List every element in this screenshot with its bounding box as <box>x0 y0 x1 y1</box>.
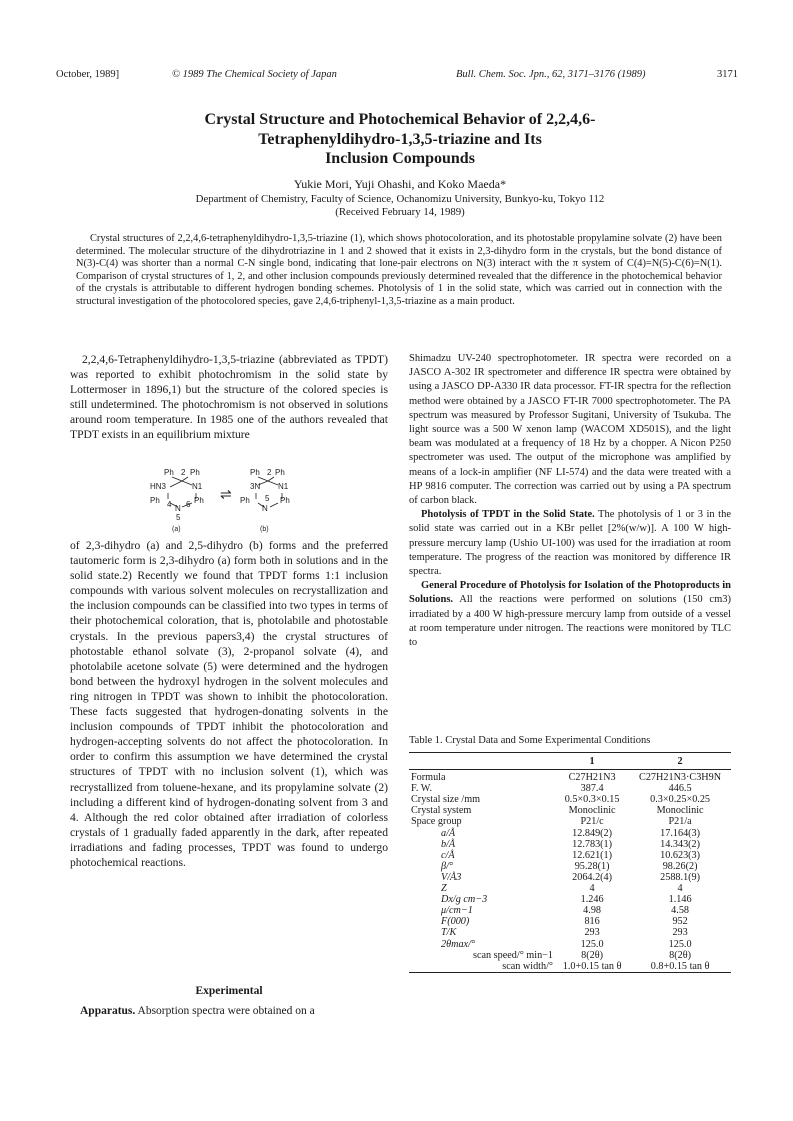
table-cell: Dx/g cm−3 <box>441 894 488 906</box>
title-line: Inclusion Compounds <box>325 150 475 167</box>
table-cell: 446.5 <box>668 783 692 795</box>
table-cell: 12.849(2) <box>572 827 613 839</box>
scheme-num: 5 <box>265 494 270 503</box>
table-cell: 1.0+0.15 tan θ <box>555 961 629 973</box>
general-procedure-label: General Procedure of Photolysis for Isolation of the Photoproducts in Solutions. <box>409 580 731 606</box>
scheme-label: 3N <box>250 482 261 491</box>
table-cell: 0.5×0.3×0.15 <box>564 794 620 806</box>
table-header-row <box>409 753 731 768</box>
body-column-left-top <box>70 352 388 443</box>
running-header <box>56 69 738 83</box>
table-cell: Z <box>441 883 447 895</box>
tautomer-scheme <box>150 463 320 533</box>
table-cell: c/Å <box>441 849 455 861</box>
table-row <box>409 828 731 839</box>
table-cell: scan width/° <box>409 961 555 973</box>
table-cell: a/Å <box>441 827 456 839</box>
table-cell: Monoclinic <box>568 805 616 817</box>
table-row <box>409 927 731 938</box>
scheme-ph: Ph <box>190 468 200 477</box>
scheme-ph: Ph <box>194 496 204 505</box>
equilibrium-arrow: ⇌ <box>220 486 232 502</box>
table-row <box>409 850 731 861</box>
table-row <box>409 916 731 927</box>
table-cell: 125.0 <box>668 938 692 950</box>
apparatus-text: Absorption spectra were obtained on a <box>137 1005 315 1017</box>
table-cell: P21/a <box>668 816 692 828</box>
paper-title <box>100 110 700 169</box>
section-heading-experimental: Experimental <box>195 985 263 997</box>
scheme-num: 6 <box>186 500 191 509</box>
table-cell: 2588.1(9) <box>660 871 701 883</box>
scheme-label: N1 <box>278 482 289 491</box>
table-cell: Crystal system <box>411 805 472 817</box>
journal-citation: Bull. Chem. Soc. Jpn., 62, 3171–3176 (1989) <box>456 69 646 80</box>
table-cell: P21/c <box>580 816 604 828</box>
title-line: Tetraphenyldihydro-1,3,5-triazine and Its <box>258 130 542 148</box>
table-cell: 95.28(1) <box>574 860 610 872</box>
table-cell: T/K <box>441 927 457 939</box>
table-cell: μ/cm−1 <box>441 905 473 917</box>
table-row <box>409 872 731 883</box>
table-cell: 17.164(3) <box>660 827 701 839</box>
photolysis-paragraph <box>409 508 731 579</box>
table-cell: scan speed/° min−1 <box>473 949 553 961</box>
scheme-label: N1 <box>192 482 203 491</box>
table-cell: 816 <box>584 916 600 928</box>
table-cell: 12.783(1) <box>572 838 613 850</box>
abstract: Crystal structures of 2,2,4,6-tetraphenyldihydro-1,3,5-triazine (1), which shows photocoloration, and its photostable propylamine solvate (2) have been determined. The molecular structure of the dihydrotriazine in 1 and 2 showed that it exists in 2,3-dihydro form in the crystals, but the bond distance of N(3)-C(4) was shorter than a normal C-N single bond, indicating that lone-pair electrons on N(3) interact with the π system of C(4)=N(5)-C(6)=N(1). Comparison of crystal structures of 1, 2, and other inclusion compounds previously determined revealed that the difference in the photochemical behavior of the crystals is attributable to different hydrogen bonding schemes. Photolysis of 1 in the solid state, which was carried out in connection with the structural investigation of the photocolored species, gave 2,4,6-triphenyl-1,3,5-triazine as a main product. <box>76 233 722 307</box>
scheme-num: 2 <box>181 468 186 477</box>
affiliation <box>60 193 740 219</box>
scheme-num: 5 <box>176 513 181 522</box>
table-cell: 387.4 <box>580 783 604 795</box>
table-cell: 1.246 <box>580 894 604 906</box>
scheme-label: N <box>262 504 268 513</box>
table-cell: 4 <box>589 883 595 895</box>
table-cell: 14.343(2) <box>660 838 701 850</box>
scheme-label: N <box>175 504 181 513</box>
scheme-ph: Ph <box>150 496 160 505</box>
table-cell: V/Å3 <box>441 871 462 883</box>
scheme-ph: Ph <box>280 496 290 505</box>
table-row <box>409 770 731 784</box>
table-row <box>409 783 731 794</box>
table-cell: Monoclinic <box>656 805 704 817</box>
apparatus-paragraph <box>70 1004 388 1019</box>
table-cell: F. W. <box>411 783 432 795</box>
scheme-form-label: (a) <box>172 526 181 533</box>
table-cell: b/Å <box>441 838 456 850</box>
table-row <box>409 805 731 816</box>
table-cell: 0.3×0.25×0.25 <box>650 794 711 806</box>
table-header-cell: 2 <box>629 753 731 768</box>
issue-date: October, 1989] <box>56 69 120 80</box>
table-cell: 12.621(1) <box>572 849 613 861</box>
table-cell: 952 <box>672 916 688 928</box>
table-row <box>409 894 731 905</box>
author-list: Yukie Mori, Yuji Ohashi, and Koko Maeda* <box>293 177 507 191</box>
table-cell: 10.623(3) <box>660 849 701 861</box>
table-row <box>409 950 731 961</box>
table-cell: β/° <box>441 860 453 872</box>
body-column-left-bottom <box>70 538 388 870</box>
table-cell: 1.146 <box>668 894 692 906</box>
table-cell: C27H21N3·C3H9N <box>639 772 722 784</box>
table-header-cell <box>409 753 555 768</box>
table-row <box>409 883 731 894</box>
table-cell: 2064.2(4) <box>572 871 613 883</box>
intro-paragraph: 2,2,4,6-Tetraphenyldihydro-1,3,5-triazine (abbreviated as TPDT) was reported to exhibit photochromism in the solid state by Lottermoser in 1896,1) but the structure of the colored species is still undetermined. The photochromism is not observed in solutions around room temperature. In 1985 one of the authors revealed that TPDT exists in an equilibrium mixture <box>70 353 388 442</box>
table-cell: Space group <box>411 816 462 828</box>
title-line: Crystal Structure and Photochemical Behavior of 2,2,4,6- <box>204 111 596 128</box>
copyright-notice: © 1989 The Chemical Society of Japan <box>172 69 337 80</box>
table-row <box>409 939 731 950</box>
scheme-num: 4 <box>167 500 172 509</box>
photolysis-text: The photolysis of 1 or 3 in the solid state was carried out in a KBr pellet [2%(w/w)]. A 100 W high-pressure mercury lamp (Ushio UI-100) was used for the irradiation at room temperature. The progress of the reaction was monitored by difference IR spectra. <box>409 509 731 578</box>
table-row <box>409 961 731 973</box>
table-cell: 8(2θ) <box>669 949 692 961</box>
scheme-ph: Ph <box>164 468 174 477</box>
table-row <box>409 816 731 827</box>
received-date: (Received February 14, 1989) <box>335 206 465 218</box>
general-procedure-text: All the reactions were performed on solutions (150 cm3) irradiated by a 400 W high-pressure mercury lamp from outside of a vessel at room temperature under nitrogen. The reactions were monitored by TLC to <box>409 594 731 649</box>
photolysis-label: Photolysis of TPDT in the Solid State. <box>421 509 595 521</box>
table-cell: F(000) <box>441 916 470 928</box>
apparatus-continued: Shimadzu UV-240 spectrophotometer. IR spectra were recorded on a JASCO A-302 IR spectrometer and difference IR spectra were obtained by using a JASCO DP-A330 IR data processor. FT-IR spectra for the reflection method were obtained by a JASCO FT-IR 7000 spectrophotometer. The PA spectrum was measured by Professor Sugitani, University of Tsukuba. The light source was a 500 W xenon lamp (WACOM XD501S), and the light beam was modulated at a frequency of 18 Hz by a chopper. A Nicon P250 spectrometer was used. The output of the microphone was amplified by means of a lock-in amplifier (NF LI-574) and the data were treated with a HP 9816 computer. The correction was carried out by using a PA spectrum of carbon black. <box>409 353 731 507</box>
table-cell: 293 <box>584 927 600 939</box>
table-cell: 4.58 <box>671 905 689 917</box>
table-cell: Formula <box>411 772 446 784</box>
page-number: 3171 <box>717 69 738 80</box>
table-cell: 125.0 <box>580 938 604 950</box>
table-caption: Table 1. Crystal Data and Some Experimental Conditions <box>409 735 651 746</box>
table-row <box>409 794 731 805</box>
scheme-num: 2 <box>267 468 272 477</box>
crystal-data-table <box>409 752 731 973</box>
table-row <box>409 839 731 850</box>
affiliation-address: Department of Chemistry, Faculty of Science, Ochanomizu University, Bunkyo-ku, Tokyo 112 <box>195 193 605 205</box>
table-cell: 98.26(2) <box>662 860 698 872</box>
table-cell: Crystal size /mm <box>411 794 481 806</box>
scheme-label: HN3 <box>150 482 167 491</box>
scheme-form-label: (b) <box>260 526 269 533</box>
scheme-ph: Ph <box>275 468 285 477</box>
general-procedure-paragraph <box>409 579 731 650</box>
table-cell: 0.8+0.15 tan θ <box>629 961 731 973</box>
table-row <box>409 905 731 916</box>
table-cell: 2θmax/° <box>441 938 475 950</box>
table-cell: 4 <box>677 883 683 895</box>
body-column-right <box>409 352 731 650</box>
table-cell: C27H21N3 <box>568 772 616 784</box>
apparatus-label: Apparatus. <box>80 1005 136 1017</box>
table-cell: 8(2θ) <box>581 949 604 961</box>
table-header-cell: 1 <box>555 753 629 768</box>
table-cell: 4.98 <box>583 905 601 917</box>
intro-paragraph: of 2,3-dihydro (a) and 2,5-dihydro (b) forms and the preferred tautomeric form is 2,3-dihydro (a) form both in solutions and in the solid state.2) Recently we found that TPDT forms 1:1 inclusion compounds with various solvent molecules on recrystallization and the inclusion compounds can be classified into two types in terms of their photochemical coloration, that is, photolabile and photostable crystals. In the previous papers3,4) the crystal structures of photostable ethanol solvate (3), 2-propanol solvate (4), and photolabile acetone solvate (5) were determined and the hydrogen bond between the hydroxyl hydrogen in the solvent molecules and ring nitrogen in TPDT was shown to inhibit the photocoloration. These facts suggested that hydrogen-donating solvents in the inclusion compounds of TPDT inhibit the photocoloration and hydrogen-accepting solvents do not affect the photocoloration. In order to confirm this assumption we have determined the crystal structures of TPDT with no inclusion solvent (1), which was recrystallized from toluene-hexane, and its propylamine solvate (2) including a different kind of hydrogen-donating solvent from 3 and 4. Although the red color obtained after irradiation of colorless crystals of 1 gradually faded apparently in the dark, after repeated irradiations and fading processes, TPDT was found to undergo photochemical reactions. <box>70 539 388 869</box>
scheme-ph: Ph <box>250 468 260 477</box>
table-row <box>409 861 731 872</box>
table-cell: 293 <box>672 927 688 939</box>
scheme-ph: Ph <box>240 496 250 505</box>
